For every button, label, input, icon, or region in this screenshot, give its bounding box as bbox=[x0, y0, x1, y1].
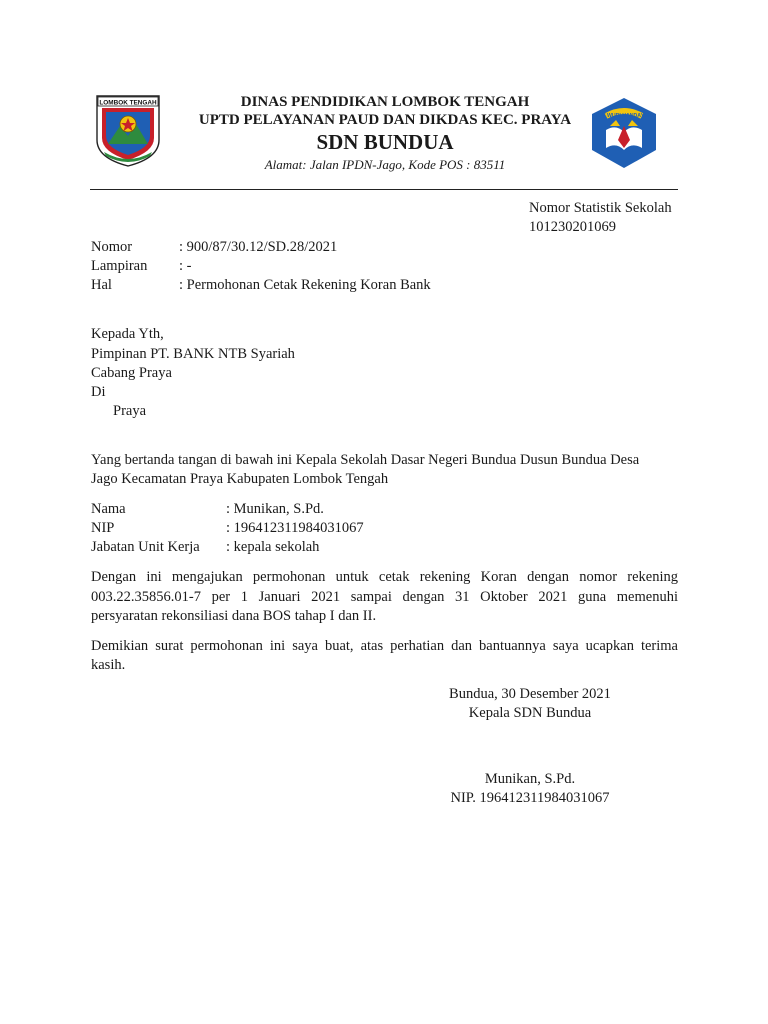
nomor-value: : 900/87/30.12/SD.28/2021 bbox=[179, 239, 338, 255]
svg-text:TUT WURI HANDAYANI: TUT WURI HANDAYANI bbox=[595, 113, 653, 119]
hal-value: : Permohonan Cetak Rekening Koran Bank bbox=[179, 277, 431, 293]
intro-line-2: Jago Kecamatan Praya Kabupaten Lombok Tengah bbox=[91, 471, 389, 487]
recipient-name: Pimpinan PT. BANK NTB Syariah bbox=[91, 346, 295, 362]
hal-label: Hal bbox=[91, 277, 112, 293]
jabatan-label: Jabatan Unit Kerja bbox=[91, 539, 200, 555]
intro-line-1: Yang bertanda tangan di bawah ini Kepala Sekolah Dasar Negeri Bundua Dusun Bundua Desa bbox=[91, 452, 640, 468]
recipient-greeting: Kepada Yth, bbox=[91, 326, 164, 342]
lampiran-value: : - bbox=[179, 258, 192, 274]
signature-title: Kepala SDN Bundua bbox=[468, 705, 592, 721]
svg-text:LOMBOK TENGAH: LOMBOK TENGAH bbox=[99, 99, 157, 107]
recipient-city: Praya bbox=[113, 403, 147, 419]
stats-label: Nomor Statistik Sekolah bbox=[529, 200, 672, 216]
header-unit: UPTD PELAYANAN PAUD DAN DIKDAS KEC. PRAYA bbox=[198, 112, 572, 128]
stats-number: 101230201069 bbox=[529, 219, 616, 235]
nama-label: Nama bbox=[91, 501, 126, 517]
header-divider bbox=[90, 189, 678, 190]
nip-value: : 196412311984031067 bbox=[226, 520, 364, 536]
closing-line-2: kasih. bbox=[91, 657, 126, 673]
header-school-name: SDN BUNDUA bbox=[316, 130, 454, 154]
recipient-branch: Cabang Praya bbox=[91, 365, 172, 381]
signature-name: Munikan, S.Pd. bbox=[484, 771, 576, 787]
header-agency: DINAS PENDIDIKAN LOMBOK TENGAH bbox=[240, 94, 530, 110]
signature-nip: NIP. 196412311984031067 bbox=[450, 790, 610, 806]
header-address: Alamat: Jalan IPDN-Jago, Kode POS : 83511 bbox=[264, 157, 506, 172]
lampiran-label: Lampiran bbox=[91, 258, 148, 274]
request-line-1: Dengan ini mengajukan permohonan untuk cetak rekening Koran dengan nomor rekening bbox=[91, 569, 678, 585]
request-line-2: 003.22.35856.01-7 per 1 Januari 2021 sampai dengan 31 Oktober 2021 guna memenuhi bbox=[91, 589, 678, 605]
nomor-label: Nomor bbox=[91, 239, 133, 255]
recipient-di: Di bbox=[91, 384, 106, 400]
jabatan-value: : kepala sekolah bbox=[226, 539, 320, 555]
nip-label: NIP bbox=[91, 520, 115, 536]
lombok-tengah-logo bbox=[94, 94, 162, 168]
closing-line-1: Demikian surat permohonan ini saya buat, atas perhatian dan bantuannya saya ucapkan terima bbox=[91, 638, 678, 654]
nama-value: : Munikan, S.Pd. bbox=[226, 501, 324, 517]
request-line-3: persyaratan rekonsiliasi dana BOS tahap I dan II. bbox=[91, 608, 377, 624]
signature-place-date: Bundua, 30 Desember 2021 bbox=[449, 686, 611, 702]
